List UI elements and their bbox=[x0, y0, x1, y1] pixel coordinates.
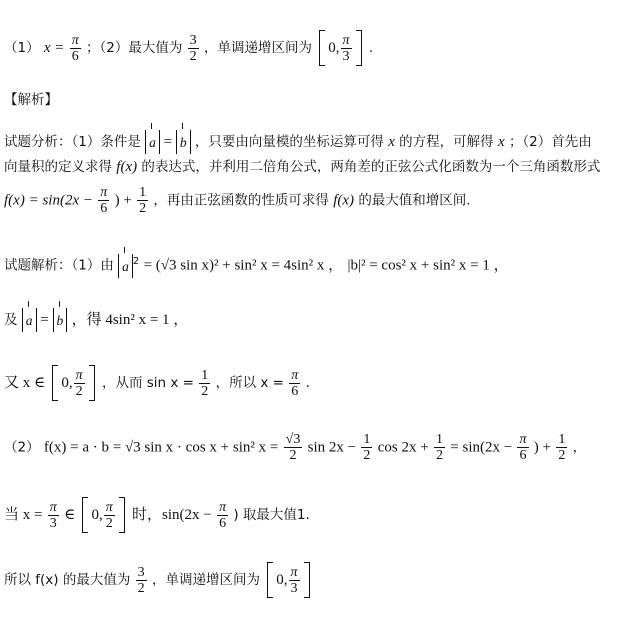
solution-line-5: 当 x = $\frac{\pi}{3}$ ∈ 0, $\frac{\pi}{2}$ 时，sin(2x − $\frac{\pi}{6}$ ) 取最大值1. bbox=[4, 497, 310, 533]
answer-x-eq: x = bbox=[43, 40, 65, 56]
solution-line-2: 及 a = b ，得 4sin² x = 1 ， bbox=[4, 308, 188, 332]
frac-3-2: $\frac{3}{2}$ bbox=[189, 32, 197, 64]
frac-pi-6: $\frac{\pi}{6}$ bbox=[71, 32, 79, 64]
section-title: 【解析】 bbox=[4, 92, 58, 108]
solution-line-3: 又 x ∈ 0, $\frac{\pi}{2}$ ，从而 sin x = $\frac{1}{2}$ ，所以 x = $\frac{\pi}{6}$ . bbox=[4, 365, 310, 401]
answer-line: （1） x = $\frac{\pi}{6}$ ；（2）最大值为 $\frac{3}{2}$ ，单调递增区间为 0, $\frac{\pi}{3}$ . bbox=[4, 30, 373, 66]
solution-line-1: 试题解析：（1）由 a $^2$ = (√3 sin x)² + sin² x = 4sin² x ， |b|² = cos² x + sin² x = 1 ， bbox=[4, 252, 509, 278]
solution-line-6: 所以 f(x) 的最大值为 $\frac{3}{2}$ ，单调递增区间为 0, $\frac{\pi}{3}$ bbox=[4, 562, 313, 598]
analysis-line-3: f(x) = sin(2x − $\frac{\pi}{6}$ ) + $\frac{1}{2}$ ，再由正弦函数的性质可求得 f(x) 的最大值和增区间. bbox=[4, 185, 471, 216]
analysis-line-1: 试题分析：（1）条件是 a = b ，只要由向量模的坐标运算可得 x 的方程，可解得 x ；（2）首先由 bbox=[4, 130, 592, 154]
abs-b: b bbox=[176, 130, 191, 154]
answer-monotone-text: ，单调递增区间为 bbox=[203, 40, 312, 56]
analysis-line-2: 向量积的定义求得 f(x) 的表达式，并利用二倍角公式，两角差的正弦公式化函数为一个三角函数形式 bbox=[4, 159, 601, 175]
solution-line-4: （2） f(x) = a · b = √3 sin x · cos x + sin² x = $\frac{√3}{2}$ sin 2x − $\frac{1}{2}$ cos 2x + $\frac{1}{2}$ = sin(2x − $\frac{\pi}{6}$ ) + $\frac{1}{2}$ ， bbox=[4, 432, 587, 463]
answer-part1-label: （1） bbox=[4, 40, 40, 56]
interval-0-pi3: 0, $\frac{\pi}{3}$ bbox=[319, 30, 361, 66]
abs-a: a bbox=[145, 130, 160, 154]
answer-separator: ；（2）最大值为 bbox=[86, 40, 183, 56]
